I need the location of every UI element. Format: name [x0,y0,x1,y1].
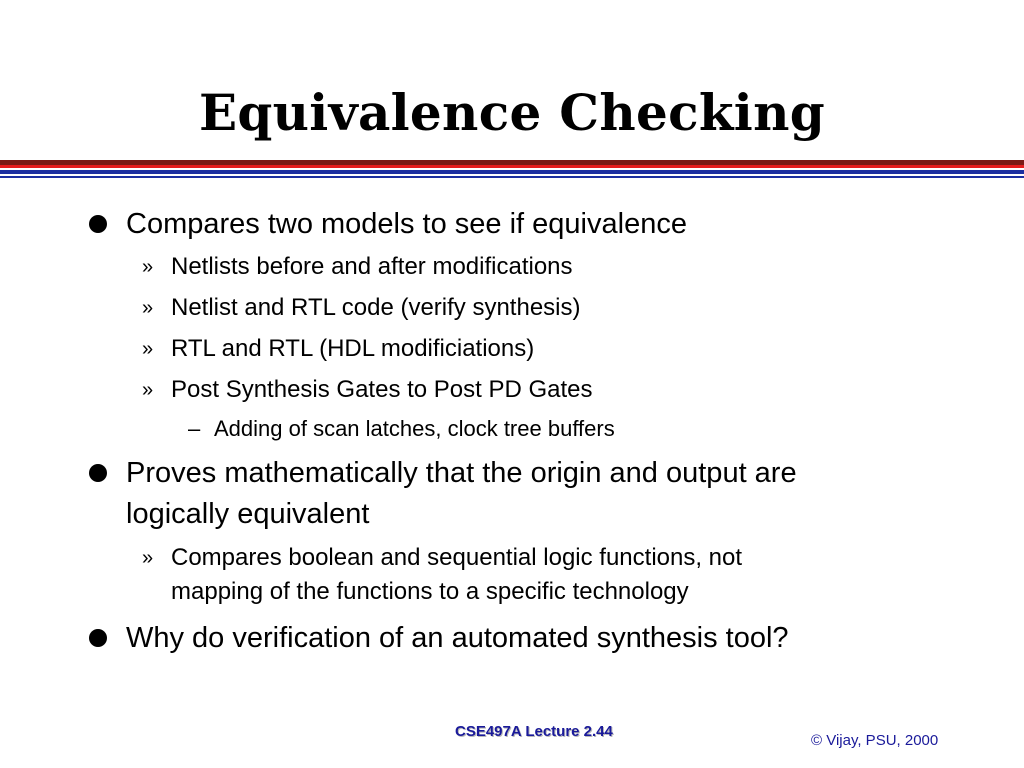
dash-marker-icon: – [188,416,201,441]
bullet-1-text: Compares two models to see if equivalence [126,208,687,240]
bullet-dot-icon [89,464,107,482]
sub-bullet-2-1-text-line-1: Compares boolean and sequential logic functions, not [171,544,743,571]
sub-bullet-marker-icon: » [142,379,154,401]
sub-sub-bullet-1-4-1-text: Adding of scan latches, clock tree buffers [214,416,615,441]
bullet-2-text-line-2: logically equivalent [126,498,370,530]
slide-title: Equivalence Checking [198,83,826,142]
sub-bullet-2-1-text-line-2: mapping of the functions to a specific technology [171,578,689,605]
sub-bullet-marker-icon: » [142,338,154,360]
bullet-dot-icon [89,629,107,647]
title-divider-red [0,165,1024,168]
sub-bullet-1-4-text: Post Synthesis Gates to Post PD Gates [171,376,593,403]
bullet-dot-icon [89,215,107,233]
bullet-2-text-line-1: Proves mathematically that the origin and output are [126,457,797,489]
sub-bullet-1-2-text: Netlist and RTL code (verify synthesis) [171,294,581,321]
footer-copyright: © Vijay, PSU, 2000 [811,732,939,749]
title-divider-blue-thin [0,176,1024,178]
sub-bullet-marker-icon: » [142,256,154,278]
sub-bullet-marker-icon: » [142,547,154,569]
sub-bullet-marker-icon: » [142,297,154,319]
bullet-3-text: Why do verification of an automated synthesis tool? [126,622,789,654]
footer-lecture-label: CSE497A Lecture 2.44 [455,723,613,740]
sub-bullet-1-1-text: Netlists before and after modifications [171,253,573,280]
sub-bullet-1-3-text: RTL and RTL (HDL modificiations) [171,335,535,362]
